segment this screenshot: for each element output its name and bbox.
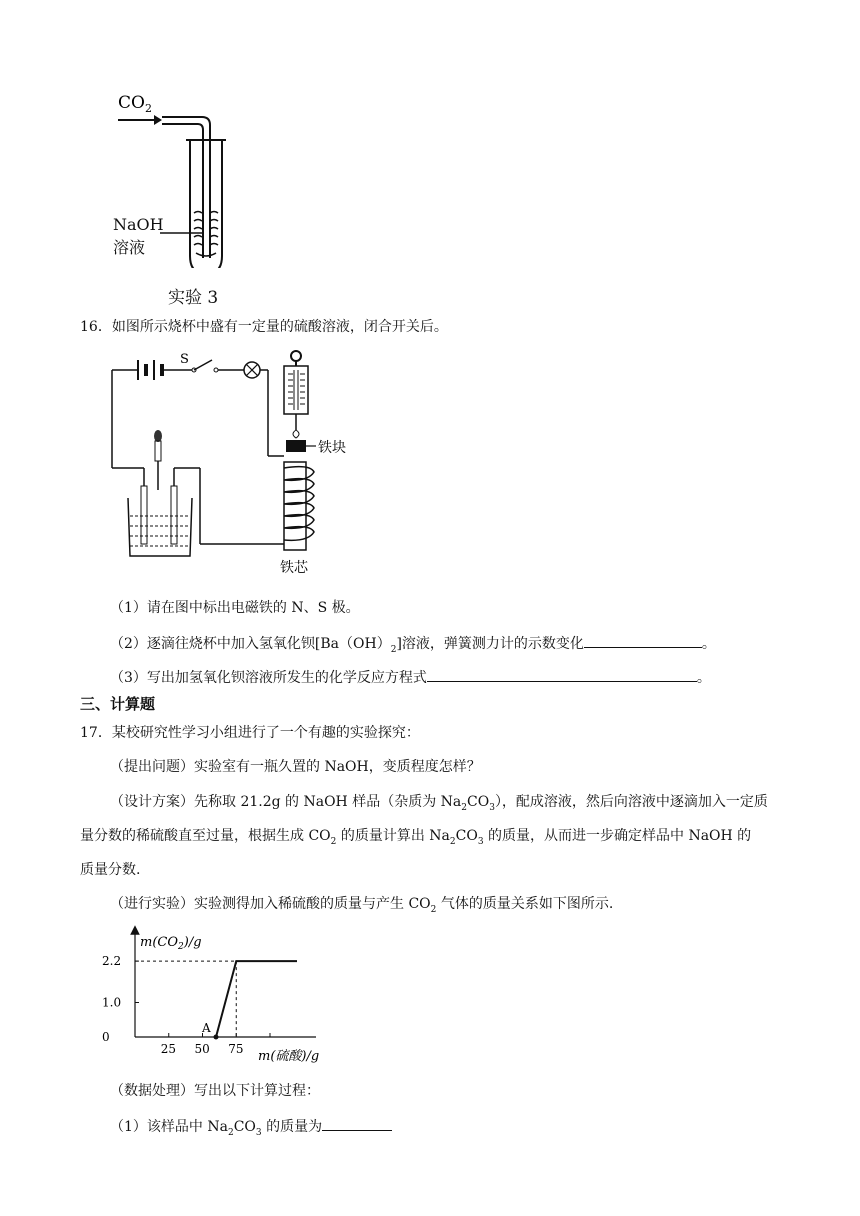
question-17-design-line-1: （设计方案）先称取 21.2g 的 NaOH 样品（杂质为 $Na_2CO_3$），配成溶液，然后向溶液中逐滴加入一定质 <box>110 794 768 813</box>
y-tick-label: 2.2 <box>102 954 122 969</box>
question-17-stem: 17．某校研究性学习小组进行了一个有趣的实验探究： <box>80 725 420 741</box>
question-16-stem: 16．如图所示烧杯中盛有一定量的硫酸溶液，闭合开关后。 <box>80 319 448 335</box>
naoh-label: NaOH <box>113 215 164 234</box>
point-a-label: A <box>202 1021 211 1035</box>
co2-label: $CO_2$ <box>118 93 152 115</box>
question-17-design-line-3: 质量分数. <box>80 862 141 878</box>
series-line <box>216 961 297 1037</box>
iron-block-label: 铁块 <box>318 440 346 456</box>
iron-core-label: 铁芯 <box>280 560 308 576</box>
co2-mass-chart <box>98 922 348 1067</box>
circuit-diagram <box>108 348 358 580</box>
solution-label: 溶液 <box>113 238 146 257</box>
experiment-3-caption: 实验 3 <box>168 288 219 308</box>
x-axis-label: m(硫酸)/g <box>258 1049 320 1064</box>
question-17-ask: （提出问题）实验室有一瓶久置的 NaOH，变质程度怎样？ <box>110 759 481 775</box>
y-tick-label: 1.0 <box>102 995 122 1010</box>
answer-blank[interactable] <box>584 633 702 648</box>
x-tick-label: 25 <box>160 1042 177 1056</box>
x-tick-label: 50 <box>194 1042 210 1056</box>
x-tick-label: 75 <box>228 1042 244 1056</box>
point-a <box>214 1035 219 1040</box>
y-axis-label: $m(CO_2)/g$ <box>140 935 202 952</box>
section-heading: 三、计算题 <box>80 695 156 713</box>
answer-blank[interactable] <box>322 1116 392 1131</box>
question-17-experiment: （进行实验）实验测得加入稀硫酸的质量与产生 $CO_2$ 气体的质量关系如下图所示. <box>110 896 614 915</box>
question-16-part-1: （1）请在图中标出电磁铁的 N、S 极。 <box>110 600 360 616</box>
question-16-part-2: （2）逐滴往烧杯中加入氢氧化钡$[Ba(OH)_2]$溶液，弹簧测力计的示数变化 。 <box>110 633 716 653</box>
question-17-sub-1: （1）该样品中 $Na_2CO_3$ 的质量为 <box>110 1116 392 1136</box>
question-17-process: （数据处理）写出以下计算过程： <box>110 1083 320 1099</box>
answer-blank[interactable] <box>427 667 697 682</box>
switch-label: S <box>180 352 189 367</box>
question-17-design-line-2: 量分数的稀硫酸直至过量，根据生成 $CO_2$ 的质量计算出 $Na_2CO_3$ 的质量，从而进一步确定样品中 NaOH 的 <box>80 828 752 847</box>
y-tick-label: 0 <box>102 1030 110 1044</box>
question-16-part-3: （3）写出加氢氧化钡溶液所发生的化学反应方程式 。 <box>110 667 711 687</box>
